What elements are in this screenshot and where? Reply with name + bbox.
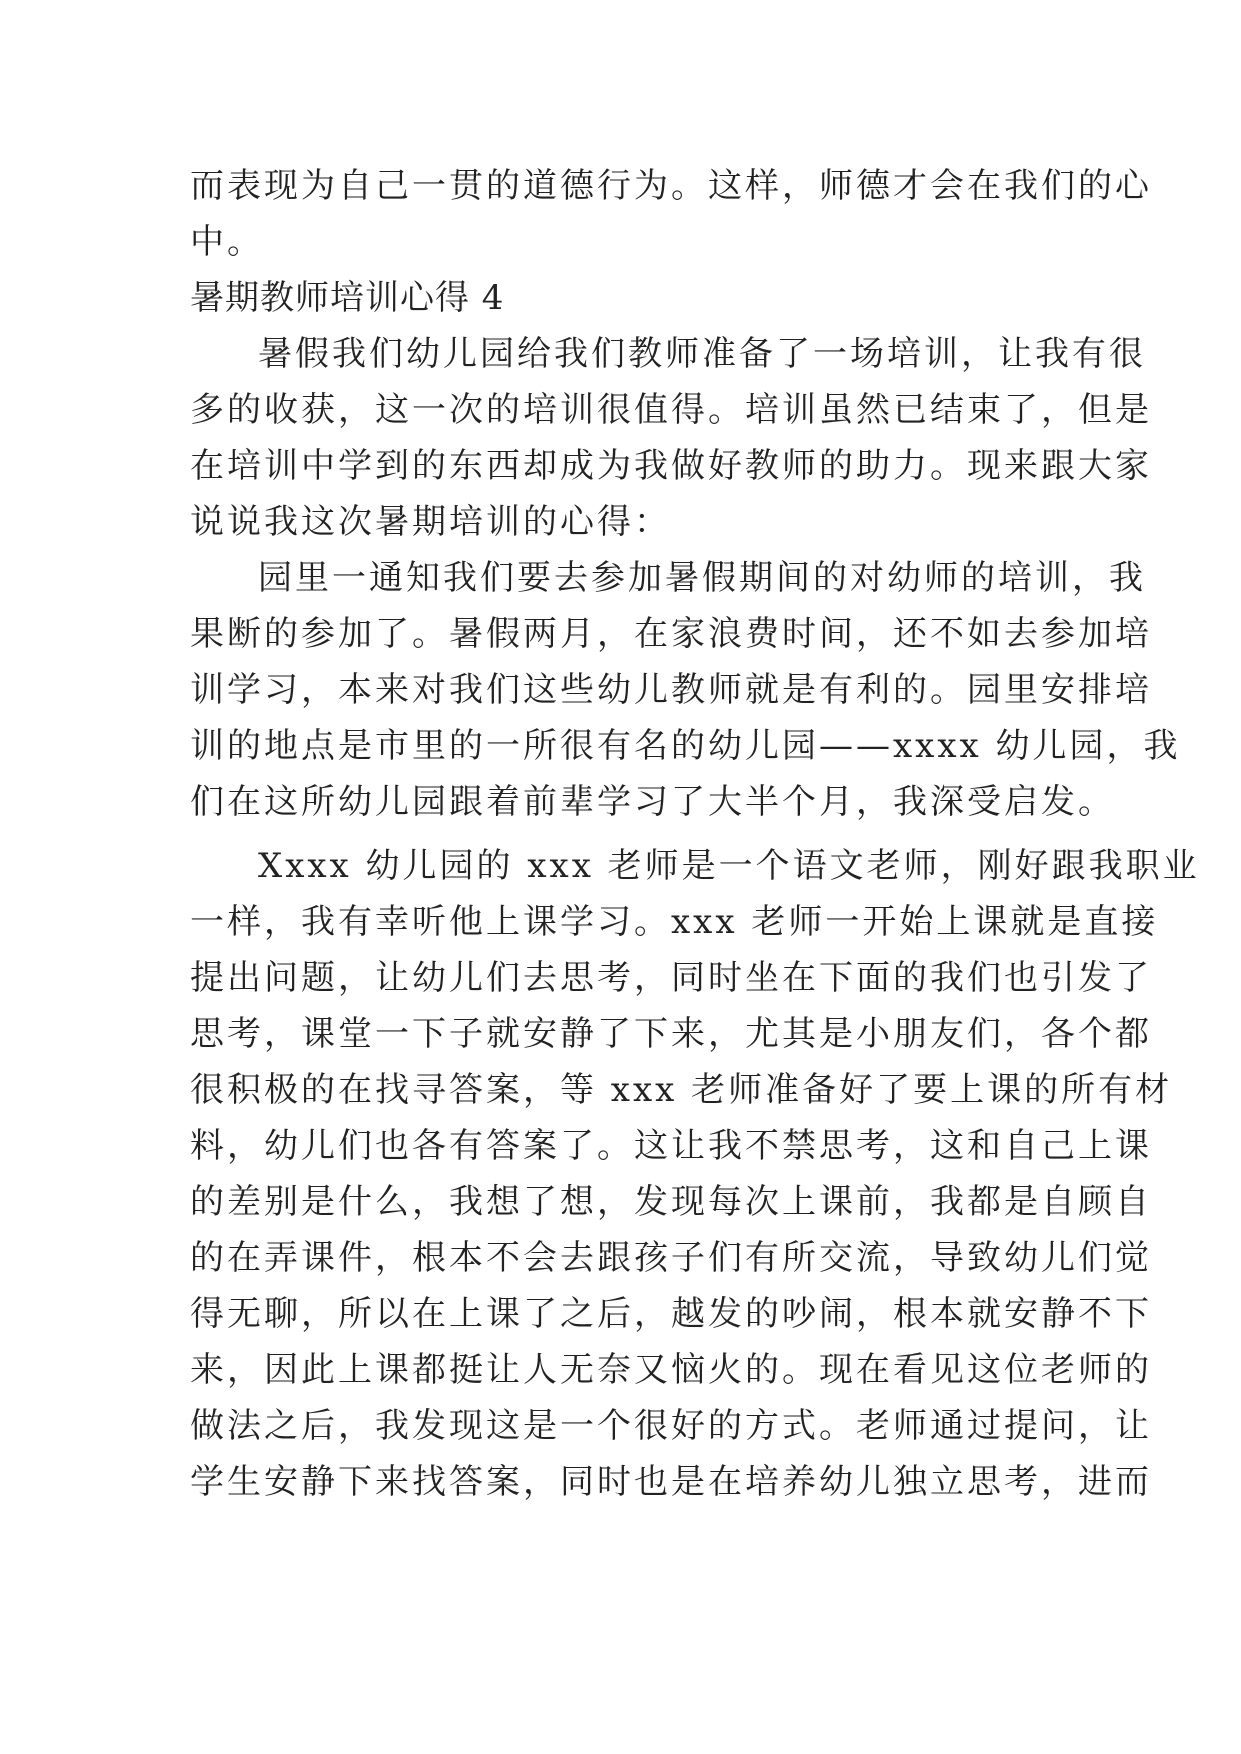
text-line: 思考，课堂一下子就安静了下来，尤其是小朋友们，各个都 [190,1014,1152,1054]
text-line: 得无聊，所以在上课了之后，越发的吵闹，根本就安静不下 [190,1294,1152,1334]
text-line: 学生安静下来找答案，同时也是在培养幼儿独立思考，进而 [190,1462,1152,1502]
text-line: 一样，我有幸听他上课学习。xxx 老师一开始上课就是直接 [190,902,1159,942]
text-line: 提出问题，让幼儿们去思考，同时坐在下面的我们也引发了 [190,958,1152,998]
text-line: 而表现为自己一贯的道德行为。这样，师德才会在我们的心 [190,166,1152,206]
text-line: 很积极的在找寻答案，等 xxx 老师准备好了要上课的所有材 [190,1070,1173,1110]
paragraph-first-line: Xxxx 幼儿园的 xxx 老师是一个语文老师，刚好跟我职业 [258,846,1200,886]
text-line: 们在这所幼儿园跟着前辈学习了大半个月，我深受启发。 [190,782,1115,822]
text-line: 训学习，本来对我们这些幼儿教师就是有利的。园里安排培 [190,670,1152,710]
paragraph-spacer [190,830,1050,838]
text-line: 料，幼儿们也各有答案了。这让我不禁思考，这和自己上课 [190,1126,1152,1166]
text-line: 中。 [190,222,264,262]
text-line: 多的收获，这一次的培训很值得。培训虽然已结束了，但是 [190,390,1152,430]
text-line: 的差别是什么，我想了想，发现每次上课前，我都是自顾自 [190,1182,1152,1222]
section-heading: 暑期教师培训心得 4 [190,278,505,318]
text-line: 在培训中学到的东西却成为我做好教师的助力。现来跟大家 [190,446,1152,486]
text-line: 说说我这次暑期培训的心得： [190,502,671,542]
text-line: 做法之后，我发现这是一个很好的方式。老师通过提问，让 [190,1406,1152,1446]
text-line: 训的地点是市里的一所很有名的幼儿园——xxxx 幼儿园，我 [190,726,1181,766]
paragraph-first-line: 园里一通知我们要去参加暑假期间的对幼师的培训，我 [258,558,1146,598]
document-body [190,158,1200,1510]
paragraph-first-line: 暑假我们幼儿园给我们教师准备了一场培训，让我有很 [258,334,1146,374]
text-line: 来，因此上课都挺让人无奈又恼火的。现在看见这位老师的 [190,1350,1152,1390]
text-line: 的在弄课件，根本不会去跟孩子们有所交流，导致幼儿们觉 [190,1238,1152,1278]
text-line: 果断的参加了。暑假两月，在家浪费时间，还不如去参加培 [190,614,1152,654]
